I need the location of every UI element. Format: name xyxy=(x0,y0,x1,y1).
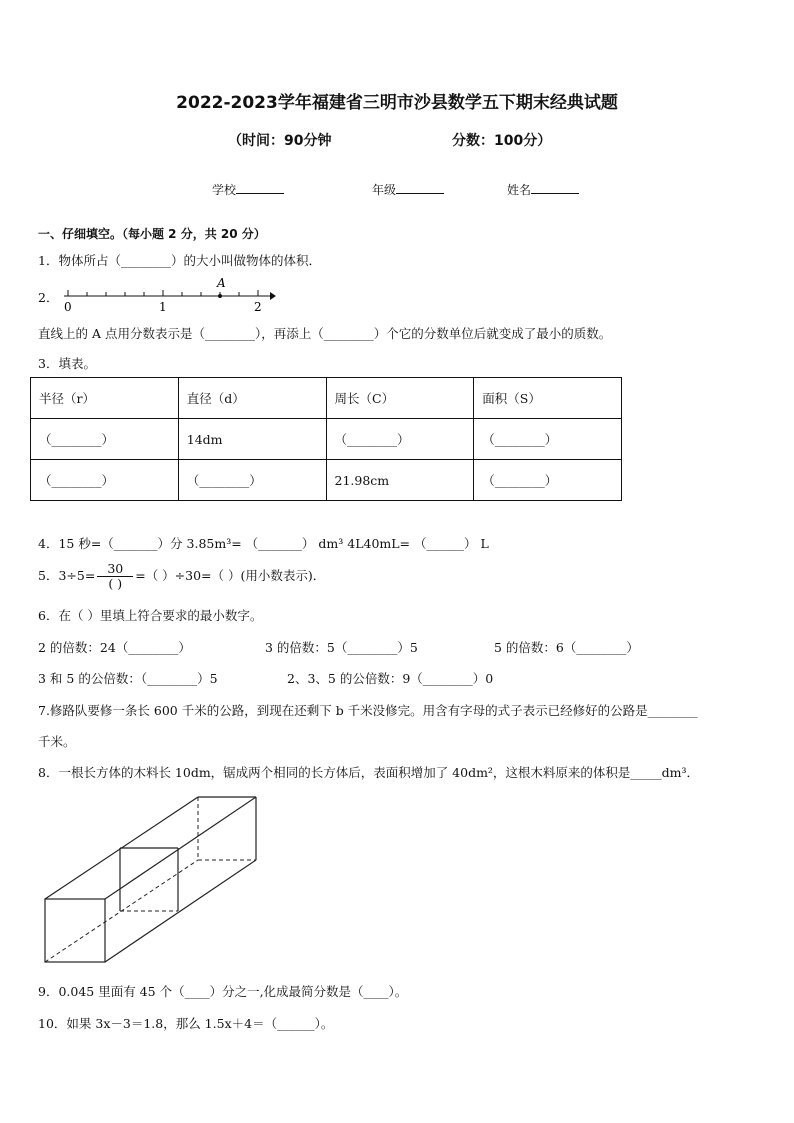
tick-label-2: 2 xyxy=(254,300,262,314)
table-cell[interactable]: （________） xyxy=(31,419,179,460)
table-header: 周长（C） xyxy=(326,378,474,419)
table-cell[interactable]: （________） xyxy=(326,419,474,460)
question-7-line2: 千米。 xyxy=(38,734,76,749)
point-a-marker xyxy=(218,294,222,298)
question-7-line1: 7.修路队要修一条长 600 千米的公路，到现在还剩下 b 千米没修完。用含有字母的式子表示已经修好的公路是________ xyxy=(38,703,698,718)
grade-label: 年级 xyxy=(372,183,397,197)
q6-common-multiple-3-5: 3 和 5 的公倍数：（________）5 xyxy=(38,671,218,686)
cuboid-figure xyxy=(40,792,270,970)
question-2-text: 直线上的 A 点用分数表示是（________），再添上（________）个它的分数单位后就变成了最小的质数。 xyxy=(38,326,612,341)
q6-multiple-of-2: 2 的倍数：24（________） xyxy=(38,640,191,655)
exam-time: （时间：90分钟 xyxy=(228,133,332,149)
table-row xyxy=(31,460,622,501)
q5-denominator[interactable]: ( ) xyxy=(108,576,123,591)
question-1: 1．物体所占（________）的大小叫做物体的体积． xyxy=(38,253,321,268)
grade-field[interactable] xyxy=(372,181,444,198)
table-cell[interactable]: （________） xyxy=(178,460,326,501)
table-header: 半径（r） xyxy=(31,378,179,419)
question-4: 4．15 秒=（_______）分 3.85m³= （_______） dm³ 4L40mL= （______） L xyxy=(38,536,489,551)
question-3: 3．填表。 xyxy=(38,356,96,371)
table-header-row xyxy=(31,378,622,419)
q5-numerator: 30 xyxy=(97,562,133,577)
q6-multiple-of-3: 3 的倍数：5（________）5 xyxy=(265,640,418,655)
q5-suffix: =（ ）÷30=（ ）(用小数表示)． xyxy=(135,568,326,583)
name-field[interactable] xyxy=(507,181,579,198)
q6-multiple-of-5: 5 的倍数：6（________） xyxy=(494,640,639,655)
section-heading: 一、仔细填空。（每小题 2 分，共 20 分） xyxy=(38,227,266,241)
question-5 xyxy=(38,562,325,591)
q5-fraction xyxy=(97,562,133,591)
school-label: 学校 xyxy=(212,183,237,197)
point-a-label: A xyxy=(217,278,226,290)
name-label: 姓名 xyxy=(507,183,532,197)
school-blank[interactable] xyxy=(236,181,284,194)
question-6: 6．在（ ）里填上符合要求的最小数字。 xyxy=(38,608,263,623)
table-header: 面积（S） xyxy=(474,378,622,419)
school-field[interactable] xyxy=(212,181,284,198)
table-header: 直径（d） xyxy=(178,378,326,419)
exam-score: 分数：100分） xyxy=(452,133,552,149)
table-cell: 21.98cm xyxy=(326,460,474,501)
table-cell[interactable]: （________） xyxy=(474,419,622,460)
tick-label-1: 1 xyxy=(159,300,167,314)
table-cell: 14dm xyxy=(178,419,326,460)
fill-table xyxy=(30,377,622,501)
q5-prefix: 5．3÷5= xyxy=(38,568,96,583)
question-9: 9．0.045 里面有 45 个（____）分之一,化成最简分数是（____）。 xyxy=(38,984,408,999)
question-8: 8．一根长方体的木料长 10dm，锯成两个相同的长方体后，表面积增加了 40dm²，这根木料原来的体积是_____dm³． xyxy=(38,765,700,780)
table-row xyxy=(31,419,622,460)
grade-blank[interactable] xyxy=(396,181,444,194)
tick-label-0: 0 xyxy=(64,300,72,314)
table-cell[interactable]: （________） xyxy=(474,460,622,501)
q6-common-multiple-2-3-5: 2、3、5 的公倍数：9（________）0 xyxy=(287,671,494,686)
table-cell[interactable]: （________） xyxy=(31,460,179,501)
question-10: 10．如果 3x－3＝1.8，那么 1.5x＋4＝（______）。 xyxy=(38,1016,334,1031)
number-line xyxy=(58,278,278,314)
name-blank[interactable] xyxy=(531,181,579,194)
page-title: 2022-2023学年福建省三明市沙县数学五下期末经典试题 xyxy=(176,93,618,113)
question-2-number: 2． xyxy=(38,290,59,305)
